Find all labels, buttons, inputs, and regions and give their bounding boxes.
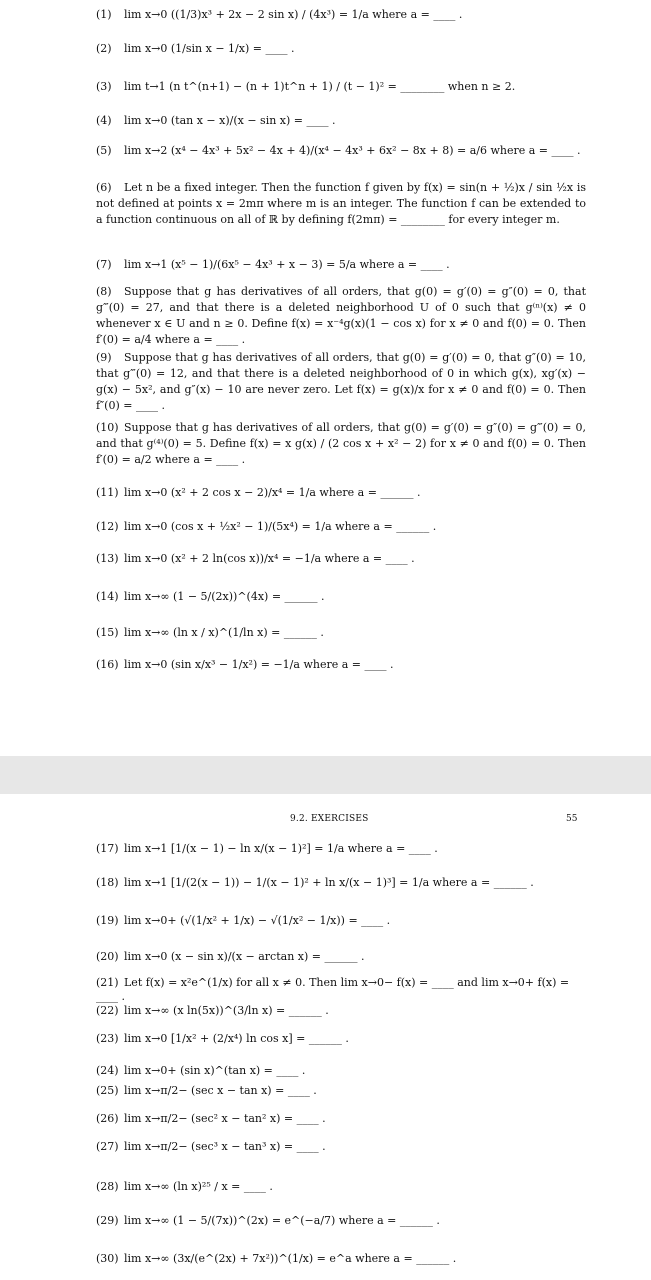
problem-21: (21) Let f(x) = x²e^(1/x) for all x ≠ 0. Then lim x→0− f(x) = ____ and lim x→0+ f(x) = ____ .: [96, 976, 570, 1003]
problem-19: (19) lim x→0+ (√(1/x² + 1/x) − √(1/x² − 1/x)) = ____ .: [96, 914, 391, 927]
problem-26: (26) lim x→π/2− (sec² x − tan² x) = ____ .: [96, 1112, 326, 1125]
problem-25: (25) lim x→π/2− (sec x − tan x) = ____ .: [96, 1084, 317, 1097]
problem-5: (5) lim x→2 (x⁴ − 4x³ + 5x² − 4x + 4)/(x⁴ − 4x³ + 6x² − 8x + 8) = a/6 where a = ____ .: [96, 144, 581, 157]
problem-9: (9) Suppose that g has derivatives of all orders, that g(0) = g′(0) = 0, that g″(0) = 10, that g‴(0) = 12, and that there is a deleted neighborhood of 0 in which g(x), xg′(x) − g(x) − 5x², and g″(x) − 10 are never zero. Let f(x) = g(x)/x for x ≠ 0 and f(0) = 0. Then f″(0) = ____ .: [96, 351, 586, 412]
problem-14: (14) lim x→∞ (1 − 5/(2x))^(4x) = ______ .: [96, 590, 325, 603]
problem-29: (29) lim x→∞ (1 − 5/(7x))^(2x) = e^(−a/7) where a = ______ .: [96, 1214, 440, 1227]
problem-10: (10) Suppose that g has derivatives of all orders, that g(0) = g′(0) = g″(0) = g‴(0) = 0, and that g⁽⁴⁾(0) = 5. Define f(x) = x g(x) / (2 cos x + x² − 2) for x ≠ 0 and f(0) = 0. Then f′(0) = a/2 where a = ____ .: [96, 421, 586, 466]
running-title: 9.2. EXERCISES: [290, 814, 369, 824]
problem-4: (4) lim x→0 (tan x − x)/(x − sin x) = ____ .: [96, 114, 336, 127]
problem-1: (1) lim x→0 ((1/3)x³ + 2x − 2 sin x) / (4x³) = 1/a where a = ____ .: [96, 8, 463, 21]
problem-23: (23) lim x→0 [1/x² + (2/x⁴) ln cos x] = ______ .: [96, 1032, 349, 1045]
problem-6: (6) Let n be a fixed integer. Then the function f given by f(x) = sin(n + ½)x / sin ½x is not defined at points x = 2mπ where m is an integer. The function f can be extended to a function continuous on all of ℝ by defining f(2mπ) = ________ for every integer m.: [96, 181, 586, 226]
page-gap: [0, 756, 651, 794]
problem-8: (8) Suppose that g has derivatives of all orders, that g(0) = g′(0) = g″(0) = 0, that g‴(0) = 27, and that there is a deleted neighborhood U of 0 such that g⁽ⁿ⁾(x) ≠ 0 whenever x ∈ U and n ≥ 0. Define f(x) = x⁻⁴g(x)(1 − cos x) for x ≠ 0 and f(0) = 0. Then f′(0) = a/4 where a = ____ .: [96, 285, 586, 346]
problem-7: (7) lim x→1 (x⁵ − 1)/(6x⁵ − 4x³ + x − 3) = 5/a where a = ____ .: [96, 258, 450, 271]
problem-22: (22) lim x→∞ (x ln(5x))^(3/ln x) = ______ .: [96, 1004, 329, 1017]
page-2: [0, 794, 651, 1280]
problem-12: (12) lim x→0 (cos x + ½x² − 1)/(5x⁴) = 1/a where a = ______ .: [96, 520, 437, 533]
problem-30: (30) lim x→∞ (3x/(e^(2x) + 7x²))^(1/x) = e^a where a = ______ .: [96, 1252, 457, 1265]
problem-27: (27) lim x→π/2− (sec³ x − tan³ x) = ____ .: [96, 1140, 326, 1153]
problem-20: (20) lim x→0 (x − sin x)/(x − arctan x) = ______ .: [96, 950, 365, 963]
problem-2: (2) lim x→0 (1/sin x − 1/x) = ____ .: [96, 42, 295, 55]
problem-16: (16) lim x→0 (sin x/x³ − 1/x²) = −1/a where a = ____ .: [96, 658, 394, 671]
problem-3: (3) lim t→1 (n t^(n+1) − (n + 1)t^n + 1) / (t − 1)² = ________ when n ≥ 2.: [96, 80, 516, 93]
problem-15: (15) lim x→∞ (ln x / x)^(1/ln x) = ______ .: [96, 626, 324, 639]
page-number: 55: [566, 814, 578, 824]
problem-11: (11) lim x→0 (x² + 2 cos x − 2)/x⁴ = 1/a where a = ______ .: [96, 486, 421, 499]
problem-24: (24) lim x→0+ (sin x)^(tan x) = ____ .: [96, 1064, 306, 1077]
problem-13: (13) lim x→0 (x² + 2 ln(cos x))/x⁴ = −1/a where a = ____ .: [96, 552, 415, 565]
problem-28: (28) lim x→∞ (ln x)²⁵ / x = ____ .: [96, 1180, 273, 1193]
problem-18: (18) lim x→1 [1/(2(x − 1)) − 1/(x − 1)² + ln x/(x − 1)³] = 1/a where a = ______ .: [96, 876, 534, 889]
problem-17: (17) lim x→1 [1/(x − 1) − ln x/(x − 1)²] = 1/a where a = ____ .: [96, 842, 438, 855]
